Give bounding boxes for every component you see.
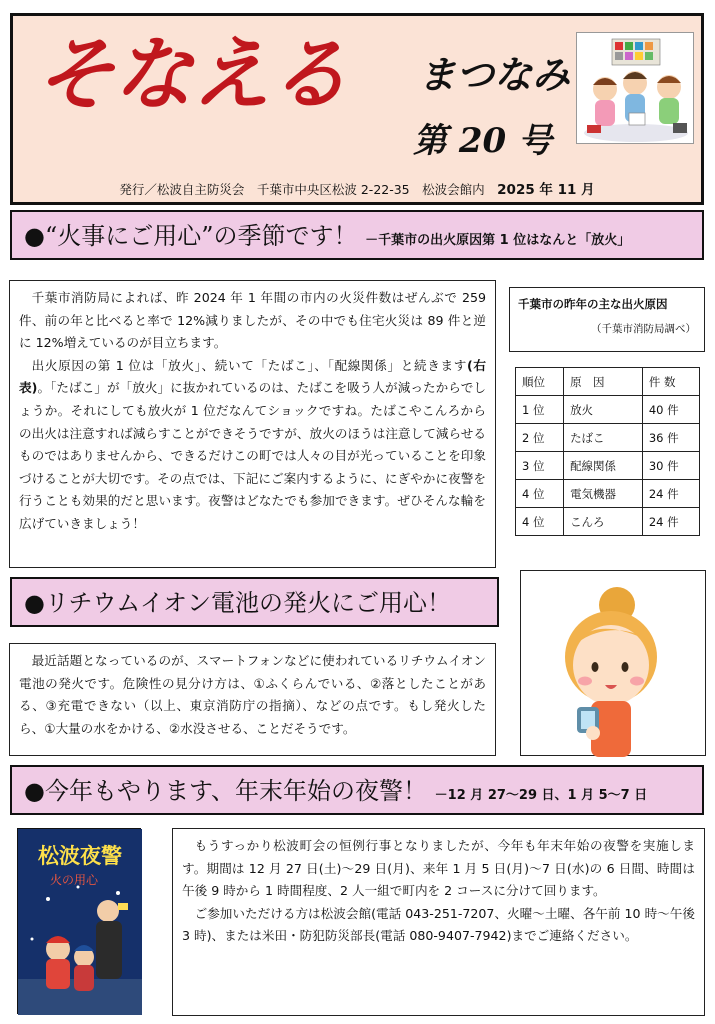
section-heading-battery: [10, 577, 499, 627]
children-icon: [577, 33, 695, 145]
cause-cell: 電気機器: [564, 480, 643, 508]
rank-cell: 2 位: [516, 424, 564, 452]
paragraph-text: 。「たばこ」が「放火」に抜かれているのは、たばこを吸う人が減ったからでしょうか。それにしても放火が 1 位だなんてショックですね。たばこやこんろからの出火は注意すれば減らすことができそうですが、放火のほうは注意して減らせるものではありませんから、できるだけこの町では人々の目が光っていることを印象づけることが大切です。その点では、下記にご案内するように、にぎやかに夜警を行うことも効果的だと思います。夜警はどなたでも参加できます。ぜひそんな輪を広げていきましょう！: [19, 380, 486, 531]
rank-cell: 4 位: [516, 480, 564, 508]
table-title: 千葉市の昨年の主な出火原因: [518, 297, 668, 311]
section-title-battery: ●リチウムイオン電池の発火にご用心！: [24, 589, 452, 617]
cause-cell: 配線関係: [564, 452, 643, 480]
fire-article: [9, 280, 496, 568]
table-row: [516, 396, 700, 424]
count-cell: 24 件: [642, 480, 699, 508]
header-cause: 原 因: [564, 368, 643, 396]
heading-subtitle: －12 月 27～29 日、1 月 5～7 日: [434, 788, 648, 803]
masthead: [10, 13, 704, 205]
count-cell: 40 件: [642, 396, 699, 424]
children-illustration: [576, 32, 694, 144]
fire-paragraph-1: 千葉市消防局によれば、昨 2024 年 1 年間の市内の火災件数はぜんぶで 259 件、前の年と比べると率で 12%減りましたが、その中でも住宅火災は 89 件と逆に 12%増えているのが目立ちます。: [19, 290, 486, 351]
battery-paragraph: 最近話題となっているのが、スマートフォンなどに使われているリチウムイオン電池の発火です。危険性の見分け方は、①ふくらんでいる、②落としたことがある、③充電できない（以上、東京消防庁の指摘）、などの点です。もし発火したら、①大量の水をかける、②水没させる、ことだそうです。: [19, 653, 486, 736]
count-cell: 24 件: [642, 508, 699, 536]
count-cell: 36 件: [642, 424, 699, 452]
table-source: （千葉市消防局調べ）: [591, 323, 696, 335]
table-row: [516, 480, 700, 508]
table-row: [516, 424, 700, 452]
table-row: [516, 452, 700, 480]
heading-text: ●今年もやります、年末年始の夜警！: [24, 777, 428, 805]
table-reference: (右表): [19, 357, 486, 396]
table-row: [516, 508, 700, 536]
fire-cause-table: [515, 367, 700, 536]
cause-cell: こんろ: [564, 508, 643, 536]
rank-cell: 1 位: [516, 396, 564, 424]
poster-title: 松波夜警: [38, 844, 122, 868]
section-heading-night-watch: [10, 765, 704, 815]
girl-icon: [521, 571, 707, 757]
rank-cell: 3 位: [516, 452, 564, 480]
newsletter-title: そなえる: [35, 27, 347, 121]
girl-with-phone-illustration: [520, 570, 706, 756]
cause-cell: 放火: [564, 396, 643, 424]
fire-paragraph-2: [19, 355, 486, 536]
section-heading-fire: [10, 210, 704, 260]
poster-subtitle: 火の用心: [50, 873, 99, 887]
night-watch-article: [172, 828, 705, 1016]
night-watch-paragraph-2: ご参加いただける方は松波会館(電話 043-251-7207、火曜～土曜、各午前 10 時～午後 3 時)、または米田・防犯防災部長(電話 080-9407-7942)までご連絡ください。: [182, 905, 695, 944]
publisher-text: 発行／松波自主防災会 千葉市中央区松波 2-22-35 松波会館内: [119, 182, 485, 197]
night-watch-poster: [17, 828, 141, 1014]
table-header-row: [516, 368, 700, 396]
issue-number: 第 20 号: [413, 121, 552, 161]
publisher-line: [13, 178, 701, 198]
header-count: 件 数: [642, 368, 699, 396]
publication-date: 2025 年 11 月: [497, 182, 595, 198]
poster-image: [18, 829, 142, 1015]
heading-text: ●“火事にご用心”の季節です！: [24, 222, 358, 250]
heading-subtitle: －千葉市の出火原因第 1 位はなんと「放火」: [365, 233, 631, 248]
newsletter-subtitle: まつなみ: [418, 52, 571, 97]
section-title-fire: [24, 221, 630, 256]
header-rank: 順位: [516, 368, 564, 396]
section-title-night-watch: [24, 776, 647, 811]
paragraph-text: 出火原因の第 1 位は「放火」、続いて「たばこ」、「配線関係」と続きます: [31, 357, 467, 373]
cause-cell: たばこ: [564, 424, 643, 452]
table-caption-box: [509, 287, 705, 352]
battery-article: [9, 643, 496, 756]
night-watch-paragraph-1: もうすっかり松波町会の恒例行事となりましたが、今年も年末年始の夜警を実施します。期間は 12 月 27 日(土)～29 日(月)、来年 1 月 5 日(月)～7 日(水)の 6 日間、時間は午後 9 時から 1 時間程度、2 人一組で町内を 2 コースに分けて回ります。: [182, 838, 695, 899]
rank-cell: 4 位: [516, 508, 564, 536]
count-cell: 30 件: [642, 452, 699, 480]
